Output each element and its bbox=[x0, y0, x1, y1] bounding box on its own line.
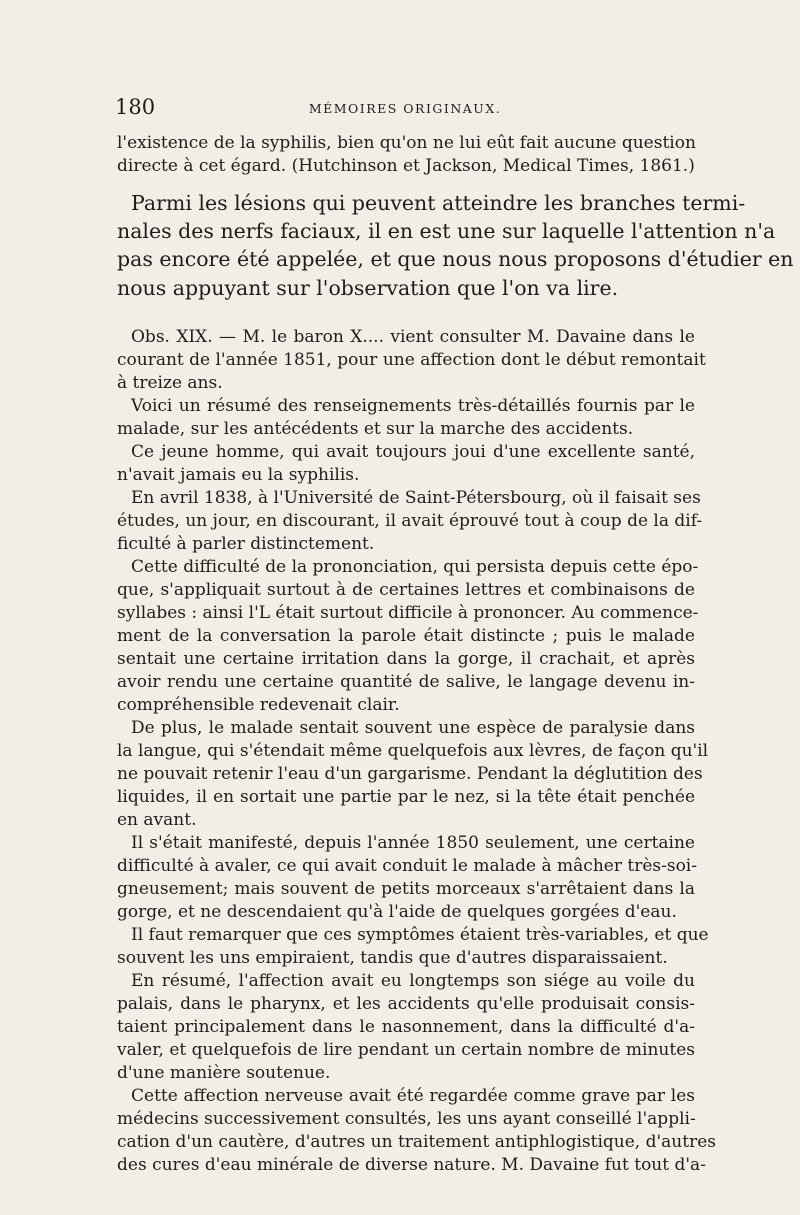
text-line: liquides, il en sortait une partie par le nez, si la tête était penchée bbox=[117, 786, 695, 807]
text-line: ment de la conversation la parole était distincte ; puis le malade bbox=[117, 625, 695, 646]
text-line: Voici un résumé des renseignements très-détaillés fournis par le bbox=[131, 395, 695, 416]
text-line: Il faut remarquer que ces symptômes étaient très-variables, et que bbox=[131, 924, 709, 945]
text-line: Cette affection nerveuse avait été regardée comme grave par les bbox=[131, 1085, 695, 1106]
text-line: nales des nerfs faciaux, il en est une sur laquelle l'attention n'a bbox=[117, 219, 776, 244]
text-line: que, s'appliquait surtout à de certaines lettres et combinaisons de bbox=[117, 579, 695, 600]
running-head: MÉMOIRES ORIGINAUX. bbox=[308, 101, 502, 116]
text-line: En avril 1838, à l'Université de Saint-Pétersbourg, où il faisait ses bbox=[131, 487, 701, 508]
text-line: palais, dans le pharynx, et les accidents qu'elle produisait consis- bbox=[117, 993, 695, 1014]
text-line: la langue, qui s'étendait même quelquefois aux lèvres, de façon qu'il bbox=[117, 740, 709, 761]
text-line: Ce jeune homme, qui avait toujours joui d'une excellente santé, bbox=[131, 441, 695, 462]
text-line: gorge, et ne descendaient qu'à l'aide de quelques gorgées d'eau. bbox=[117, 901, 677, 922]
text-line: n'avait jamais eu la syphilis. bbox=[117, 464, 360, 485]
text-line: cation d'un cautère, d'autres un traitement antiphlogistique, d'autres bbox=[117, 1131, 716, 1152]
text-line: études, un jour, en discourant, il avait éprouvé tout à coup de la dif- bbox=[117, 510, 703, 531]
text-line: directe à cet égard. (Hutchinson et Jackson, Medical Times, 1861.) bbox=[117, 156, 695, 176]
page-number: 180 bbox=[115, 95, 156, 119]
text-line: d'une manière soutenue. bbox=[117, 1062, 331, 1083]
text-line: Cette difficulté de la prononciation, qui persista depuis cette épo- bbox=[131, 556, 699, 577]
page-header bbox=[115, 95, 695, 125]
body-text bbox=[117, 132, 794, 1177]
text-line: des cures d'eau minérale de diverse nature. M. Davaine fut tout d'a- bbox=[117, 1154, 706, 1175]
text-line: malade, sur les antécédents et sur la marche des accidents. bbox=[117, 418, 634, 439]
text-line: nous appuyant sur l'observation que l'on va lire. bbox=[117, 275, 619, 300]
text-line: syllabes : ainsi l'L était surtout difficile à prononcer. Au commence- bbox=[117, 602, 699, 623]
text-line: En résumé, l'affection avait eu longtemps son siége au voile du bbox=[131, 970, 695, 991]
text-line: taient principalement dans le nasonnement, dans la difficulté d'a- bbox=[117, 1016, 695, 1037]
text-line: l'existence de la syphilis, bien qu'on ne lui eût fait aucune question bbox=[117, 133, 696, 153]
text-line: courant de l'année 1851, pour une affection dont le début remontait bbox=[117, 349, 706, 370]
text-line: compréhensible redevenait clair. bbox=[117, 694, 400, 715]
text-line: avoir rendu une certaine quantité de salive, le langage devenu in- bbox=[117, 671, 695, 692]
text-line: sentait une certaine irritation dans la gorge, il crachait, et après bbox=[117, 648, 695, 669]
text-line: ficulté à parler distinctement. bbox=[117, 533, 375, 554]
text-line: De plus, le malade sentait souvent une espèce de paralysie dans bbox=[131, 717, 695, 738]
text-line: difficulté à avaler, ce qui avait conduit le malade à mâcher très-soi- bbox=[117, 855, 697, 876]
text-line: gneusement; mais souvent de petits morceaux s'arrêtaient dans la bbox=[117, 878, 695, 899]
text-line: souvent les uns empiraient, tandis que d'autres disparaissaient. bbox=[117, 947, 668, 968]
text-line: ne pouvait retenir l'eau d'un gargarisme. Pendant la déglutition des bbox=[117, 763, 703, 784]
text-line: Obs. XIX. — M. le baron X.... vient consulter M. Davaine dans le bbox=[131, 326, 695, 347]
text-line: médecins successivement consultés, les uns ayant conseillé l'appli- bbox=[117, 1108, 696, 1129]
text-line: en avant. bbox=[117, 809, 197, 830]
text-line: valer, et quelquefois de lire pendant un certain nombre de minutes bbox=[117, 1039, 695, 1060]
text-line: Parmi les lésions qui peuvent atteindre les branches termi- bbox=[131, 191, 746, 215]
text-line: Il s'était manifesté, depuis l'année 1850 seulement, une certaine bbox=[131, 832, 695, 853]
text-line: pas encore été appelée, et que nous nous proposons d'étudier en bbox=[117, 247, 794, 272]
text-line: à treize ans. bbox=[117, 372, 223, 393]
